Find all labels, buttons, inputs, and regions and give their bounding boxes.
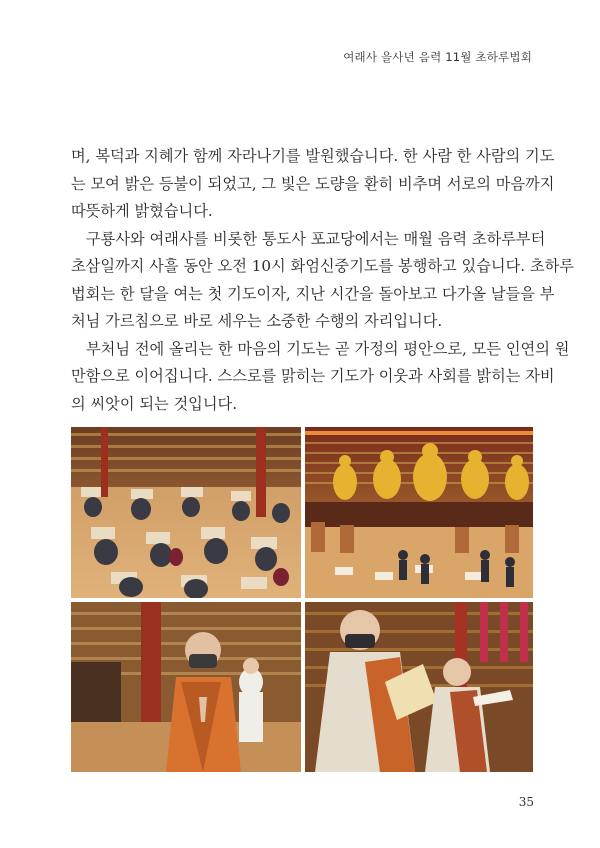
photo-grid — [71, 427, 533, 772]
text-line: 며, 복덕과 지혜가 함께 자라나기를 발원했습니다. 한 사람 한 사람의 기도 — [71, 147, 555, 165]
text-line: 만함으로 이어집니다. 스스로를 맑히는 기도가 이웃과 사회를 밝히는 자비 — [71, 367, 555, 385]
worshippers-bowing-photo — [71, 427, 301, 598]
page-number: 35 — [518, 795, 534, 809]
article-body — [71, 143, 574, 418]
monk-praying-photo — [71, 602, 301, 772]
text-line: 구룡사와 여래사를 비롯한 통도사 포교당에서는 매월 음력 초하루부터 — [86, 229, 546, 248]
running-header: 여래사 을사년 음력 11월 초하루법회 — [343, 50, 532, 64]
text-line: 초삼일까지 사흘 동안 오전 10시 화엄신중기도를 봉행하고 있습니다. 초하루 — [71, 257, 574, 275]
text-line: 의 씨앗이 되는 것입니다. — [71, 394, 238, 413]
paragraph-3 — [71, 336, 570, 419]
paragraph-1 — [71, 143, 555, 226]
buddha-altar-photo — [305, 427, 533, 598]
text-line: 는 모여 밝은 등불이 되었고, 그 빛은 도량을 환히 비추며 서로의 마음까지 — [71, 174, 555, 193]
text-line: 법회는 한 달을 여는 첫 기도이자, 지난 시간을 돌아보고 다가올 날들을 부 — [71, 284, 555, 303]
text-line: 따뜻하게 밝혔습니다. — [71, 202, 213, 220]
text-line: 처님 가르침으로 바로 세우는 소중한 수행의 자리입니다. — [71, 312, 443, 330]
text-line: 부처님 전에 올리는 한 마음의 기도는 곧 가정의 평안으로, 모든 인연의 원 — [86, 339, 570, 358]
paragraph-2 — [71, 226, 574, 336]
monks-reading-photo — [305, 602, 533, 772]
